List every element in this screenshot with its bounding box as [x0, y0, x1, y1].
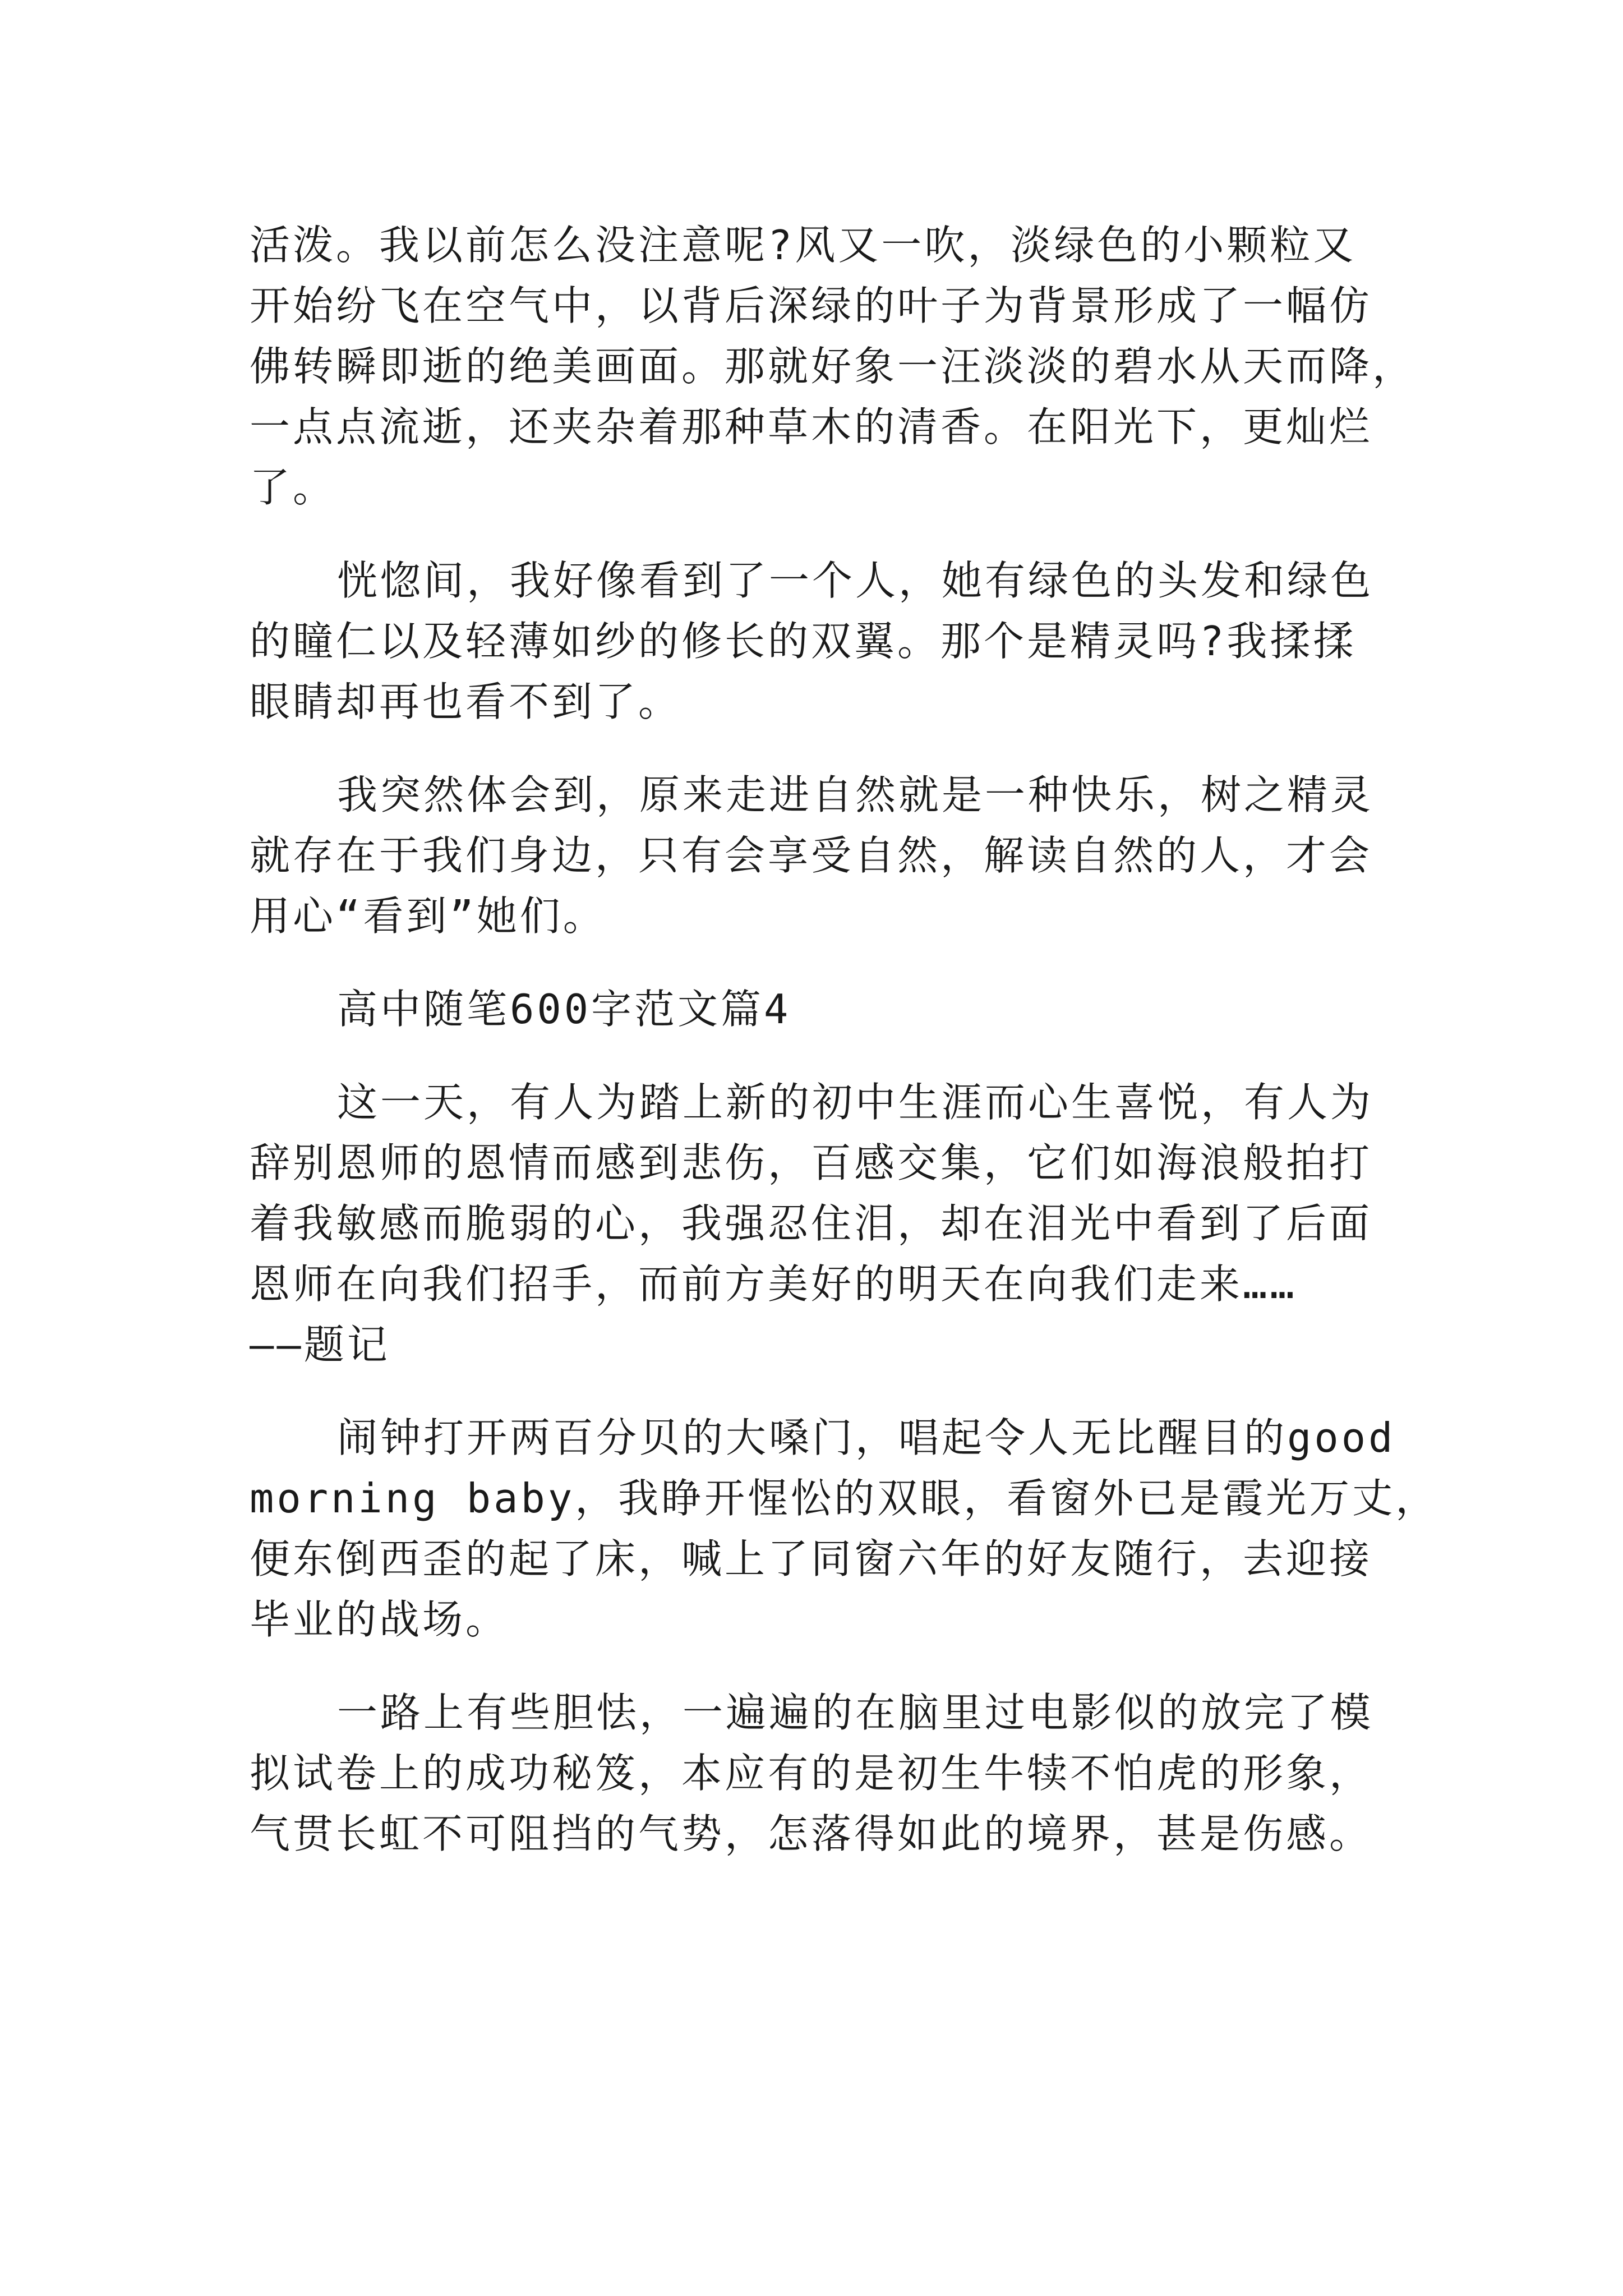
document-page	[250, 215, 1439, 1864]
text-line: 开始纷飞在空气中，以背后深绿的叶子为背景形成了一幅仿	[250, 282, 1373, 329]
text-line: 闹钟打开两百分贝的大嗓门，唱起令人无比醒目的good	[337, 1414, 1396, 1461]
paragraph-spacing	[250, 946, 1433, 979]
paragraph-2	[250, 550, 1433, 732]
section-heading	[250, 979, 1433, 1039]
text-line: 着我敏感而脆弱的心，我强忍住泪，却在泪光中看到了后面	[250, 1200, 1373, 1247]
text-line: 眼睛却再也看不到了。	[250, 678, 682, 725]
text-line: 一路上有些胆怯，一遍遍的在脑里过电影似的放完了模	[337, 1689, 1374, 1736]
text-line: 佛转瞬即逝的绝美画面。那就好象一汪淡淡的碧水从天而降，	[250, 343, 1416, 390]
text-line: 恩师在向我们招手，而前方美好的明天在向我们走来……	[250, 1260, 1297, 1308]
paragraph-spacing	[250, 732, 1433, 765]
text-line: 气贯长虹不可阻挡的气势，怎落得如此的境界，甚是伤感。	[250, 1810, 1373, 1857]
paragraph-spacing	[250, 1039, 1433, 1072]
text-line: 就存在于我们身边，只有会享受自然，解读自然的人，才会	[250, 832, 1373, 879]
text-line: 辞别恩师的恩情而感到悲伤，百感交集，它们如海浪般拍打	[250, 1139, 1373, 1186]
paragraph-3	[250, 765, 1433, 946]
text-line: 一点点流逝，还夹杂着那种草木的清香。在阳光下，更灿烂	[250, 403, 1373, 450]
paragraph-epigraph	[250, 1072, 1433, 1375]
paragraph-7	[250, 1682, 1433, 1864]
paragraph-spacing	[250, 1650, 1433, 1682]
text-line: 活泼。我以前怎么没注意呢?风又一吹，淡绿色的小颗粒又	[250, 222, 1357, 269]
section-title: 高中随笔600字范文篇4	[337, 986, 791, 1033]
text-line: 用心“看到”她们。	[250, 892, 606, 940]
text-line: 的瞳仁以及轻薄如纱的修长的双翼。那个是精灵吗?我揉揉	[250, 618, 1357, 665]
text-line: 我突然体会到，原来走进自然就是一种快乐，树之精灵	[337, 771, 1374, 818]
paragraph-spacing	[250, 518, 1433, 550]
paragraph-spacing	[250, 1375, 1433, 1407]
text-line: 了。	[250, 464, 336, 511]
epigraph-attribution: ——题记	[250, 1321, 390, 1368]
paragraph-6	[250, 1407, 1439, 1650]
text-line: 毕业的战场。	[250, 1596, 509, 1643]
text-line: 拟试卷上的成功秘笈，本应有的是初生牛犊不怕虎的形象，	[250, 1750, 1373, 1797]
text-line: 便东倒西歪的起了床，喊上了同窗六年的好友随行，去迎接	[250, 1535, 1373, 1582]
paragraph-1	[250, 215, 1433, 518]
text-line: 这一天，有人为踏上新的初中生涯而心生喜悦，有人为	[337, 1079, 1374, 1126]
text-line: 恍惚间，我好像看到了一个人，她有绿色的头发和绿色	[337, 557, 1374, 604]
text-line: morning baby，我睁开惺忪的双眼，看窗外已是霞光万丈，	[250, 1475, 1439, 1522]
